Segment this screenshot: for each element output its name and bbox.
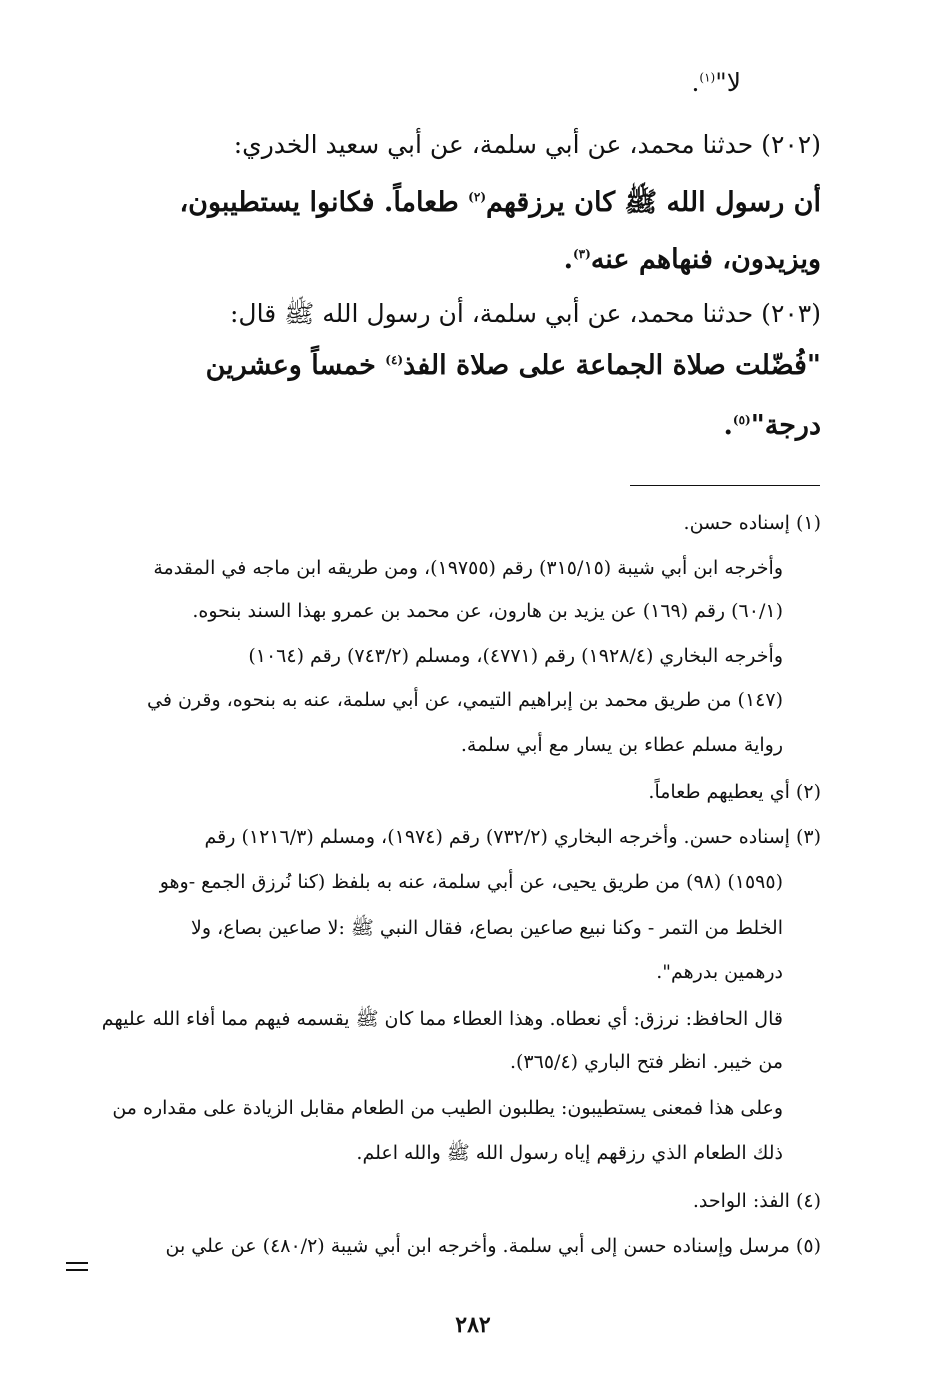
text-line <box>691 68 741 97</box>
footnote-line: من خيبر. انظر فتح الباري (٣٦٥/٤). <box>509 1051 783 1073</box>
text-fragment: أن رسول الله ﷺ كان يرزقهم <box>486 187 821 218</box>
text-fragment: . <box>691 68 700 97</box>
footnote-line: (٦٠/١) رقم (١٦٩) عن يزيد بن هارون، عن محمد بن عمرو بهذا السند بنحوه. <box>192 600 783 622</box>
text-fragment: لا" <box>715 68 741 97</box>
footnote-line: (٤) الفذ: الواحد. <box>692 1190 821 1212</box>
footnote-line: ذلك الطعام الذي رزقهم إياه رسول الله ﷺ والله اعلم. <box>356 1142 783 1164</box>
text-fragment: ويزيدون، فنهاهم عنه <box>590 244 821 275</box>
footnote-line: (٣) إسناده حسن. وأخرجه البخاري (٧٣٢/٢) رقم (١٩٧٤)، ومسلم (١٢١٦/٣) رقم <box>204 826 821 848</box>
continuation-mark <box>66 1262 88 1271</box>
text-fragment: . <box>563 244 573 275</box>
hadith-203-text <box>723 410 821 441</box>
footnote-ref: (٥) <box>732 413 751 427</box>
footnote-line: (١٤٧) من طريق محمد بن إبراهيم التيمي، عن أبي سلمة، عنه به بنحوه، وقرن في <box>146 689 783 711</box>
footnote-line: وعلى هذا فمعنى يستطيبون: يطلبون الطيب من الطعام مقابل الزيادة على مقداره من <box>112 1097 783 1119</box>
footnote-line: وأخرجه ابن أبي شيبة (٣١٥/١٥) رقم (١٩٧٥٥)، ومن طريقه ابن ماجه في المقدمة <box>153 557 783 579</box>
text-fragment: درجة" <box>750 410 821 441</box>
text-fragment: خمساً وعشرين <box>205 350 386 381</box>
footnote-line: رواية مسلم عطاء بن يسار مع أبي سلمة. <box>460 734 783 756</box>
hadith-202-heading: (٢٠٢) حدثنا محمد، عن أبي سلمة، عن أبي سعيد الخدري: <box>233 130 821 159</box>
footnote-line: (١) إسناده حسن. <box>683 512 821 534</box>
footnote-ref: (١) <box>699 70 716 85</box>
hadith-202-text <box>564 244 821 275</box>
footnote-ref: (٢) <box>468 190 486 204</box>
footnote-line: (١٥٩٥) (٩٨) من طريق يحيى، عن أبي سلمة، عنه به بلفظ (كنا نُرزق الجمع -وهو <box>159 871 783 893</box>
footnote-line: (٢) أي يعطيهم طعاماً. <box>648 781 821 803</box>
footnote-line: قال الحافظ: نرزق: أي نعطاه. وهذا العطاء مما كان ﷺ يقسمه فيهم مما أفاء الله عليهم <box>101 1008 783 1030</box>
hadith-203-heading: (٢٠٣) حدثنا محمد، عن أبي سلمة، أن رسول الله ﷺ قال: <box>230 299 821 328</box>
footnote-line: درهمين بدرهم". <box>656 961 783 983</box>
text-fragment: "فُضّلت صلاة الجماعة على صلاة الفذ <box>403 350 821 381</box>
text-fragment: طعاماً. فكانوا يستطيبون، <box>179 187 469 218</box>
footnote-line: الخلط من التمر - وكنا نبيع صاعين بصاع، فقال النبي ﷺ :لا صاعين بصاع، ولا <box>191 917 783 939</box>
text-fragment: . <box>723 410 733 441</box>
footnote-separator <box>630 485 820 486</box>
hadith-203-text <box>206 350 821 381</box>
footnote-line: وأخرجه البخاري (١٩٢٨/٤) رقم (٤٧٧١)، ومسلم (٧٤٣/٢) رقم (١٠٦٤) <box>248 645 783 667</box>
page-number: ٢٨٢ <box>455 1312 491 1338</box>
footnote-ref: (٤) <box>385 353 404 367</box>
footnote-ref: (٣) <box>572 247 591 261</box>
footnote-line: (٥) مرسل وإسناده حسن إلى أبي سلمة. وأخرجه ابن أبي شيبة (٤٨٠/٢) عن علي بن <box>165 1235 821 1257</box>
hadith-202-text <box>179 185 821 225</box>
